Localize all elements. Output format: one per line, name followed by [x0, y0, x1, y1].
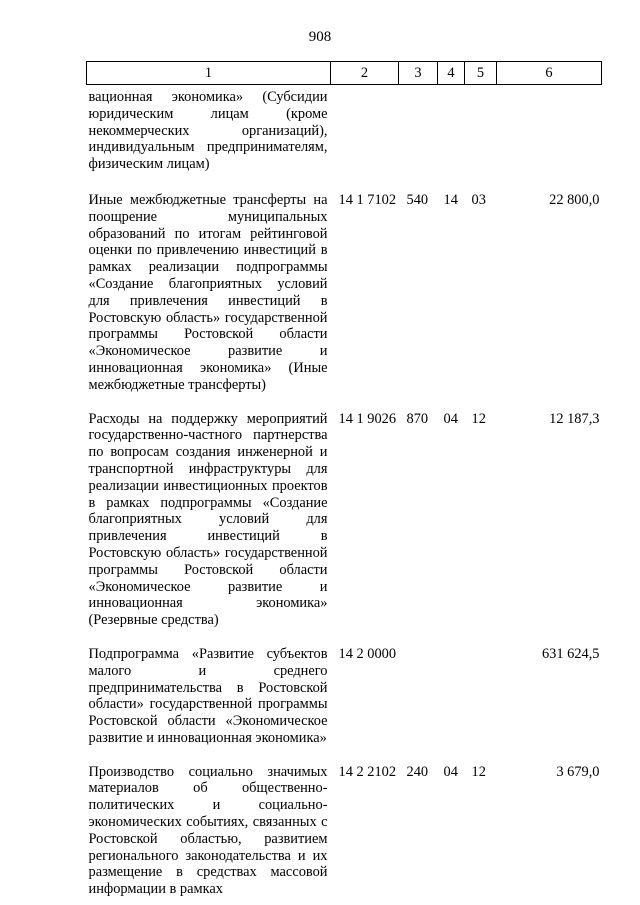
- row-amount: 631 624,5: [541, 645, 600, 662]
- row-name: Подпрограмма «Развитие субъектов малого и среднего предпринимательства в Ростовской области» государственной программы Ростовской области «Экономическое развитие и инновационная экономика»: [88, 645, 328, 746]
- column-header-amount: 6: [497, 62, 602, 85]
- row-expense-type: 540: [406, 191, 429, 208]
- row-section: [438, 85, 465, 175]
- row-section: [438, 629, 465, 747]
- column-header-subsection: 5: [465, 62, 497, 85]
- row-subsection: [465, 629, 497, 747]
- row-section: 04: [443, 763, 458, 780]
- row-code: 14 1 9026: [338, 410, 397, 427]
- row-code: [331, 85, 399, 175]
- row-subsection: 12: [471, 763, 486, 780]
- table-row: [87, 85, 602, 175]
- row-amount: 22 800,0: [549, 191, 600, 208]
- row-code: 14 1 7102: [338, 191, 397, 208]
- table-row: [87, 394, 602, 629]
- row-expense-type: 870: [406, 410, 429, 427]
- row-name: Расходы на поддержку мероприятий государственно-частного партнерства по вопросам создания инженерной и транспортной инфраструктуры для реализации инвестиционных проектов в рамках подпрограммы «Создание благоприятных условий для привлечения инвестиций в Ростовскую область» государственной программы Ростовской области «Экономическое развитие и инновационная экономика» (Резервные средства): [88, 410, 328, 629]
- column-header-name: 1: [87, 62, 331, 85]
- row-name: Производство социально значимых материалов об общественно-политических и социально-экономических событиях, связанных с Ростовской областью, развитием регионального законодательства и их размещение в средствах массовой информации в рамках: [88, 763, 328, 898]
- row-expense-type: [399, 85, 438, 175]
- table-row: [87, 629, 602, 747]
- row-section: 04: [443, 410, 458, 427]
- row-name: Иные межбюджетные трансферты на поощрение муниципальных образований по итогам рейтинговой оценки по привлечению инвестиций в рамках реализации подпрограммы «Создание благоприятных условий для привлечения инвестиций в Ростовскую область» государственной программы Ростовской области «Экономическое развитие и инновационная экономика» (Иные межбюджетные трансферты): [88, 191, 328, 393]
- row-expense-type: [399, 629, 438, 747]
- row-expense-type: 240: [406, 763, 429, 780]
- column-header-expense-type: 3: [399, 62, 438, 85]
- budget-table: [86, 61, 602, 898]
- row-amount: 3 679,0: [556, 763, 600, 780]
- row-amount: 12 187,3: [549, 410, 600, 427]
- row-name: вационная экономика» (Субсидии юридическим лицам (кроме некоммерческих организаций), индивидуальным предпринимателям, физическим лицам): [88, 89, 328, 173]
- table-row: [87, 175, 602, 394]
- table-header-row: [87, 62, 602, 85]
- page-number: 908: [308, 29, 332, 45]
- table-row: [87, 747, 602, 898]
- row-code: 14 2 2102: [338, 763, 397, 780]
- row-subsection: 03: [471, 191, 486, 208]
- row-amount: [497, 85, 602, 175]
- row-subsection: [465, 85, 497, 175]
- column-header-section: 4: [438, 62, 465, 85]
- row-section: 14: [443, 191, 458, 208]
- row-subsection: 12: [471, 410, 486, 427]
- column-header-code: 2: [331, 62, 399, 85]
- row-code: 14 2 0000: [338, 645, 397, 662]
